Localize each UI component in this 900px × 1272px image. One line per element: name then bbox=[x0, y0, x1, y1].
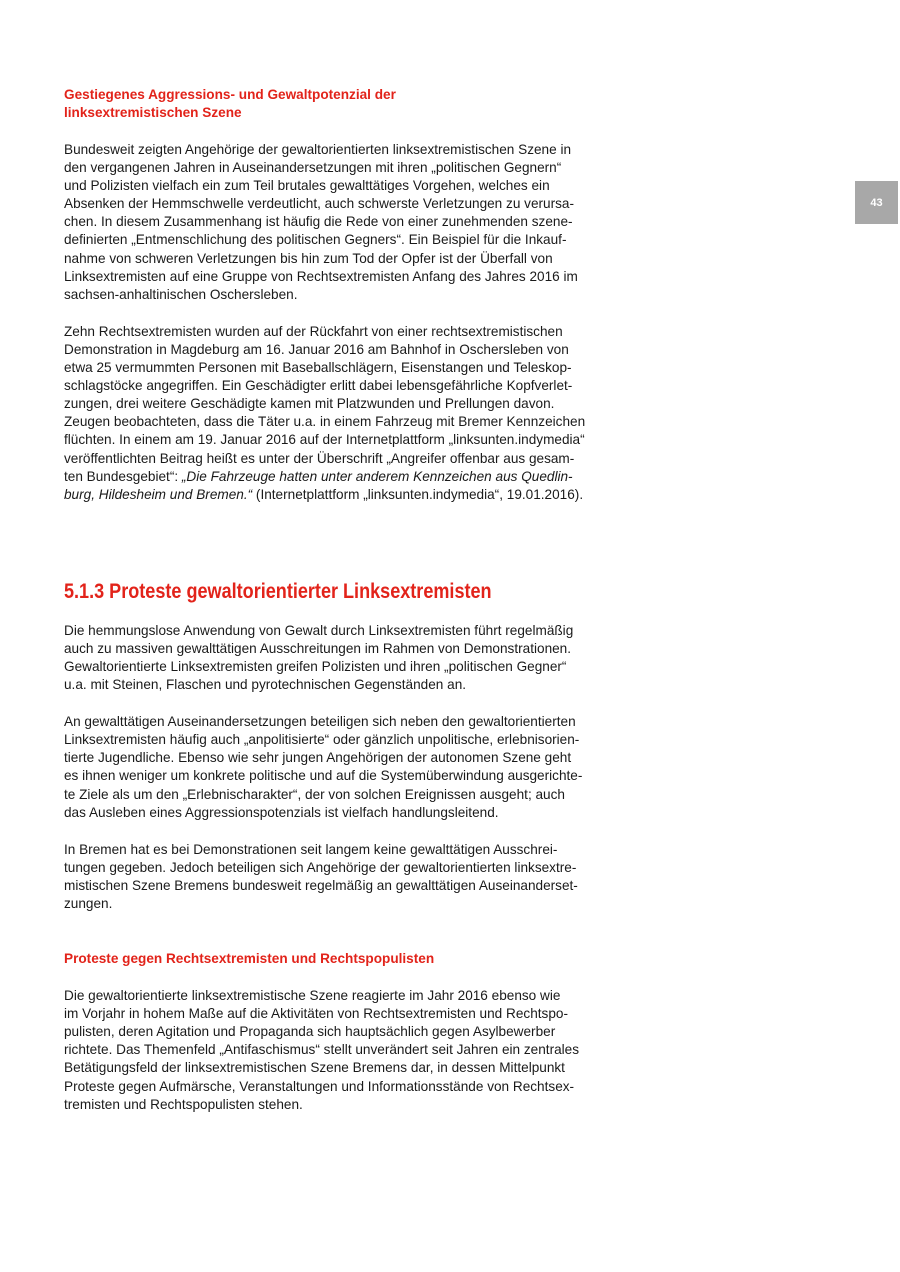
text-line: In Bremen hat es bei Demonstrationen seit langem keine gewalttätigen Ausschrei- bbox=[64, 841, 558, 857]
paragraph bbox=[64, 987, 616, 1114]
text-line: Gewaltorientierte Linksextremisten greifen Polizisten und ihren „politischen Gegner“ bbox=[64, 658, 567, 674]
text-line: flüchten. In einem am 19. Januar 2016 auf der Internetplattform „linksunten.indymedia“ bbox=[64, 432, 585, 448]
page-number-tab bbox=[855, 181, 898, 224]
paragraph bbox=[64, 713, 616, 822]
section-heading-protests: Proteste gegen Rechtsextremisten und Rechtspopulisten bbox=[64, 951, 435, 967]
text-line bbox=[64, 468, 616, 486]
text-line: definierten „Entmenschlichung des politischen Gegners“. Ein Beispiel für die Inkauf- bbox=[64, 232, 567, 248]
text-line: zungen, drei weitere Geschädigte kamen mit Platzwunden und Prellungen davon. bbox=[64, 396, 555, 412]
text-line: nahme von schweren Verletzungen bis hin zum Tod der Opfer ist der Überfall von bbox=[64, 250, 553, 266]
quote-text: burg, Hildesheim und Bremen.“ bbox=[64, 486, 253, 502]
text-line: etwa 25 vermummten Personen mit Baseballschlägern, Eisenstangen und Teleskop- bbox=[64, 360, 572, 376]
text-line: das Ausleben eines Aggressionspotenzials ist vielfach handlungsleitend. bbox=[64, 804, 499, 820]
text-run: (Internetplattform „linksunten.indymedia“, 19.01.2016). bbox=[252, 486, 584, 502]
text-line: und Polizisten vielfach ein zum Teil brutales gewalttätiges Vorgehen, welches ein bbox=[64, 178, 550, 194]
text-line: sachsen-anhaltinischen Oschersleben. bbox=[64, 286, 298, 302]
page-content bbox=[64, 86, 616, 1114]
text-line: te Ziele als um den „Erlebnischarakter“, der von solchen Ereignissen ausgeht; auch bbox=[64, 786, 565, 802]
heading-line: linksextremistischen Szene bbox=[64, 105, 242, 120]
text-line: u.a. mit Steinen, Flaschen und pyrotechnischen Gegenständen an. bbox=[64, 677, 467, 693]
text-line: tierte Jugendliche. Ebenso wie sehr jungen Angehörigen der autonomen Szene geht bbox=[64, 750, 572, 766]
text-line: richtete. Das Themenfeld „Antifaschismus“ stellt unverändert seit Jahren ein zentrales bbox=[64, 1042, 580, 1058]
text-line: Zehn Rechtsextremisten wurden auf der Rückfahrt von einer rechtsextremistischen bbox=[64, 323, 563, 339]
text-line: es ihnen weniger um konkrete politische und auf die Systemüberwindung ausgerichte- bbox=[64, 768, 583, 784]
text-line: mistischen Szene Bremens bundesweit regelmäßig an gewalttätigen Auseinanderset- bbox=[64, 877, 578, 893]
text-line: auch zu massiven gewalttätigen Ausschreitungen im Rahmen von Demonstrationen. bbox=[64, 640, 572, 656]
text-line: Bundesweit zeigten Angehörige der gewaltorientierten linksextremistischen Szene in bbox=[64, 142, 572, 157]
text-line: im Vorjahr in hohem Maße auf die Aktivitäten von Rechtsextremisten und Rechtspo- bbox=[64, 1006, 568, 1022]
text-line: Zeugen beobachteten, dass die Täter u.a. in einem Fahrzeug mit Bremer Kennzeichen bbox=[64, 414, 586, 430]
text-line: Demonstration in Magdeburg am 16. Januar 2016 am Bahnhof in Oschersleben von bbox=[64, 341, 569, 357]
text-run: ten Bundesgebiet“: bbox=[64, 468, 182, 484]
text-line: chen. In diesem Zusammenhang ist häufig die Rede von einer zunehmenden szene- bbox=[64, 214, 573, 230]
text-line: Linksextremisten auf eine Gruppe von Rechtsextremisten Anfang des Jahres 2016 im bbox=[64, 268, 578, 284]
chapter-title: 5.1.3 Proteste gewaltorientierter Linksextremisten bbox=[64, 579, 492, 603]
text-line: Die hemmungslose Anwendung von Gewalt durch Linksextremisten führt regelmäßig bbox=[64, 622, 574, 638]
page-number: 43 bbox=[870, 196, 883, 209]
section-heading-aggression bbox=[64, 86, 616, 122]
text-line: An gewalttätigen Auseinandersetzungen beteiligen sich neben den gewaltorientierten bbox=[64, 714, 576, 730]
quote-text: „Die Fahrzeuge hatten unter anderem Kennzeichen aus Quedlin- bbox=[181, 468, 573, 484]
text-line: Proteste gegen Aufmärsche, Veranstaltungen und Informationsstände von Rechtsex- bbox=[64, 1078, 575, 1094]
text-line bbox=[64, 486, 616, 504]
text-line: Linksextremisten häufig auch „anpolitisierte“ oder gänzlich unpolitische, erlebnisorien- bbox=[64, 732, 580, 748]
text-line: tremisten und Rechtspopulisten stehen. bbox=[64, 1096, 303, 1112]
text-line: Betätigungsfeld der linksextremistischen Szene Bremens dar, in dessen Mittelpunkt bbox=[64, 1060, 565, 1076]
paragraph bbox=[64, 841, 616, 913]
paragraph bbox=[64, 141, 616, 304]
paragraph bbox=[64, 622, 616, 694]
text-line: schlagstöcke angegriffen. Ein Geschädigter erlitt dabei lebensgefährliche Kopfverlet- bbox=[64, 378, 573, 394]
text-line: den vergangenen Jahren in Auseinandersetzungen mit ihren „politischen Gegnern“ bbox=[64, 160, 562, 176]
text-line: veröffentlichten Beitrag heißt es unter der Überschrift „Angreifer offenbar aus gesam- bbox=[64, 450, 575, 466]
text-line: zungen. bbox=[64, 896, 113, 911]
heading-line: Gestiegenes Aggressions- und Gewaltpotenzial der bbox=[64, 87, 396, 102]
text-line: tungen gegeben. Jedoch beteiligen sich Angehörige der gewaltorientierten linksextre- bbox=[64, 859, 577, 875]
text-line: Absenken der Hemmschwelle verdeutlicht, auch schwerste Verletzungen zu verursa- bbox=[64, 196, 575, 212]
paragraph bbox=[64, 323, 616, 504]
text-line: Die gewaltorientierte linksextremistische Szene reagierte im Jahr 2016 ebenso wie bbox=[64, 988, 561, 1004]
text-line: pulisten, deren Agitation und Propaganda sich hauptsächlich gegen Asylbewerber bbox=[64, 1024, 556, 1040]
